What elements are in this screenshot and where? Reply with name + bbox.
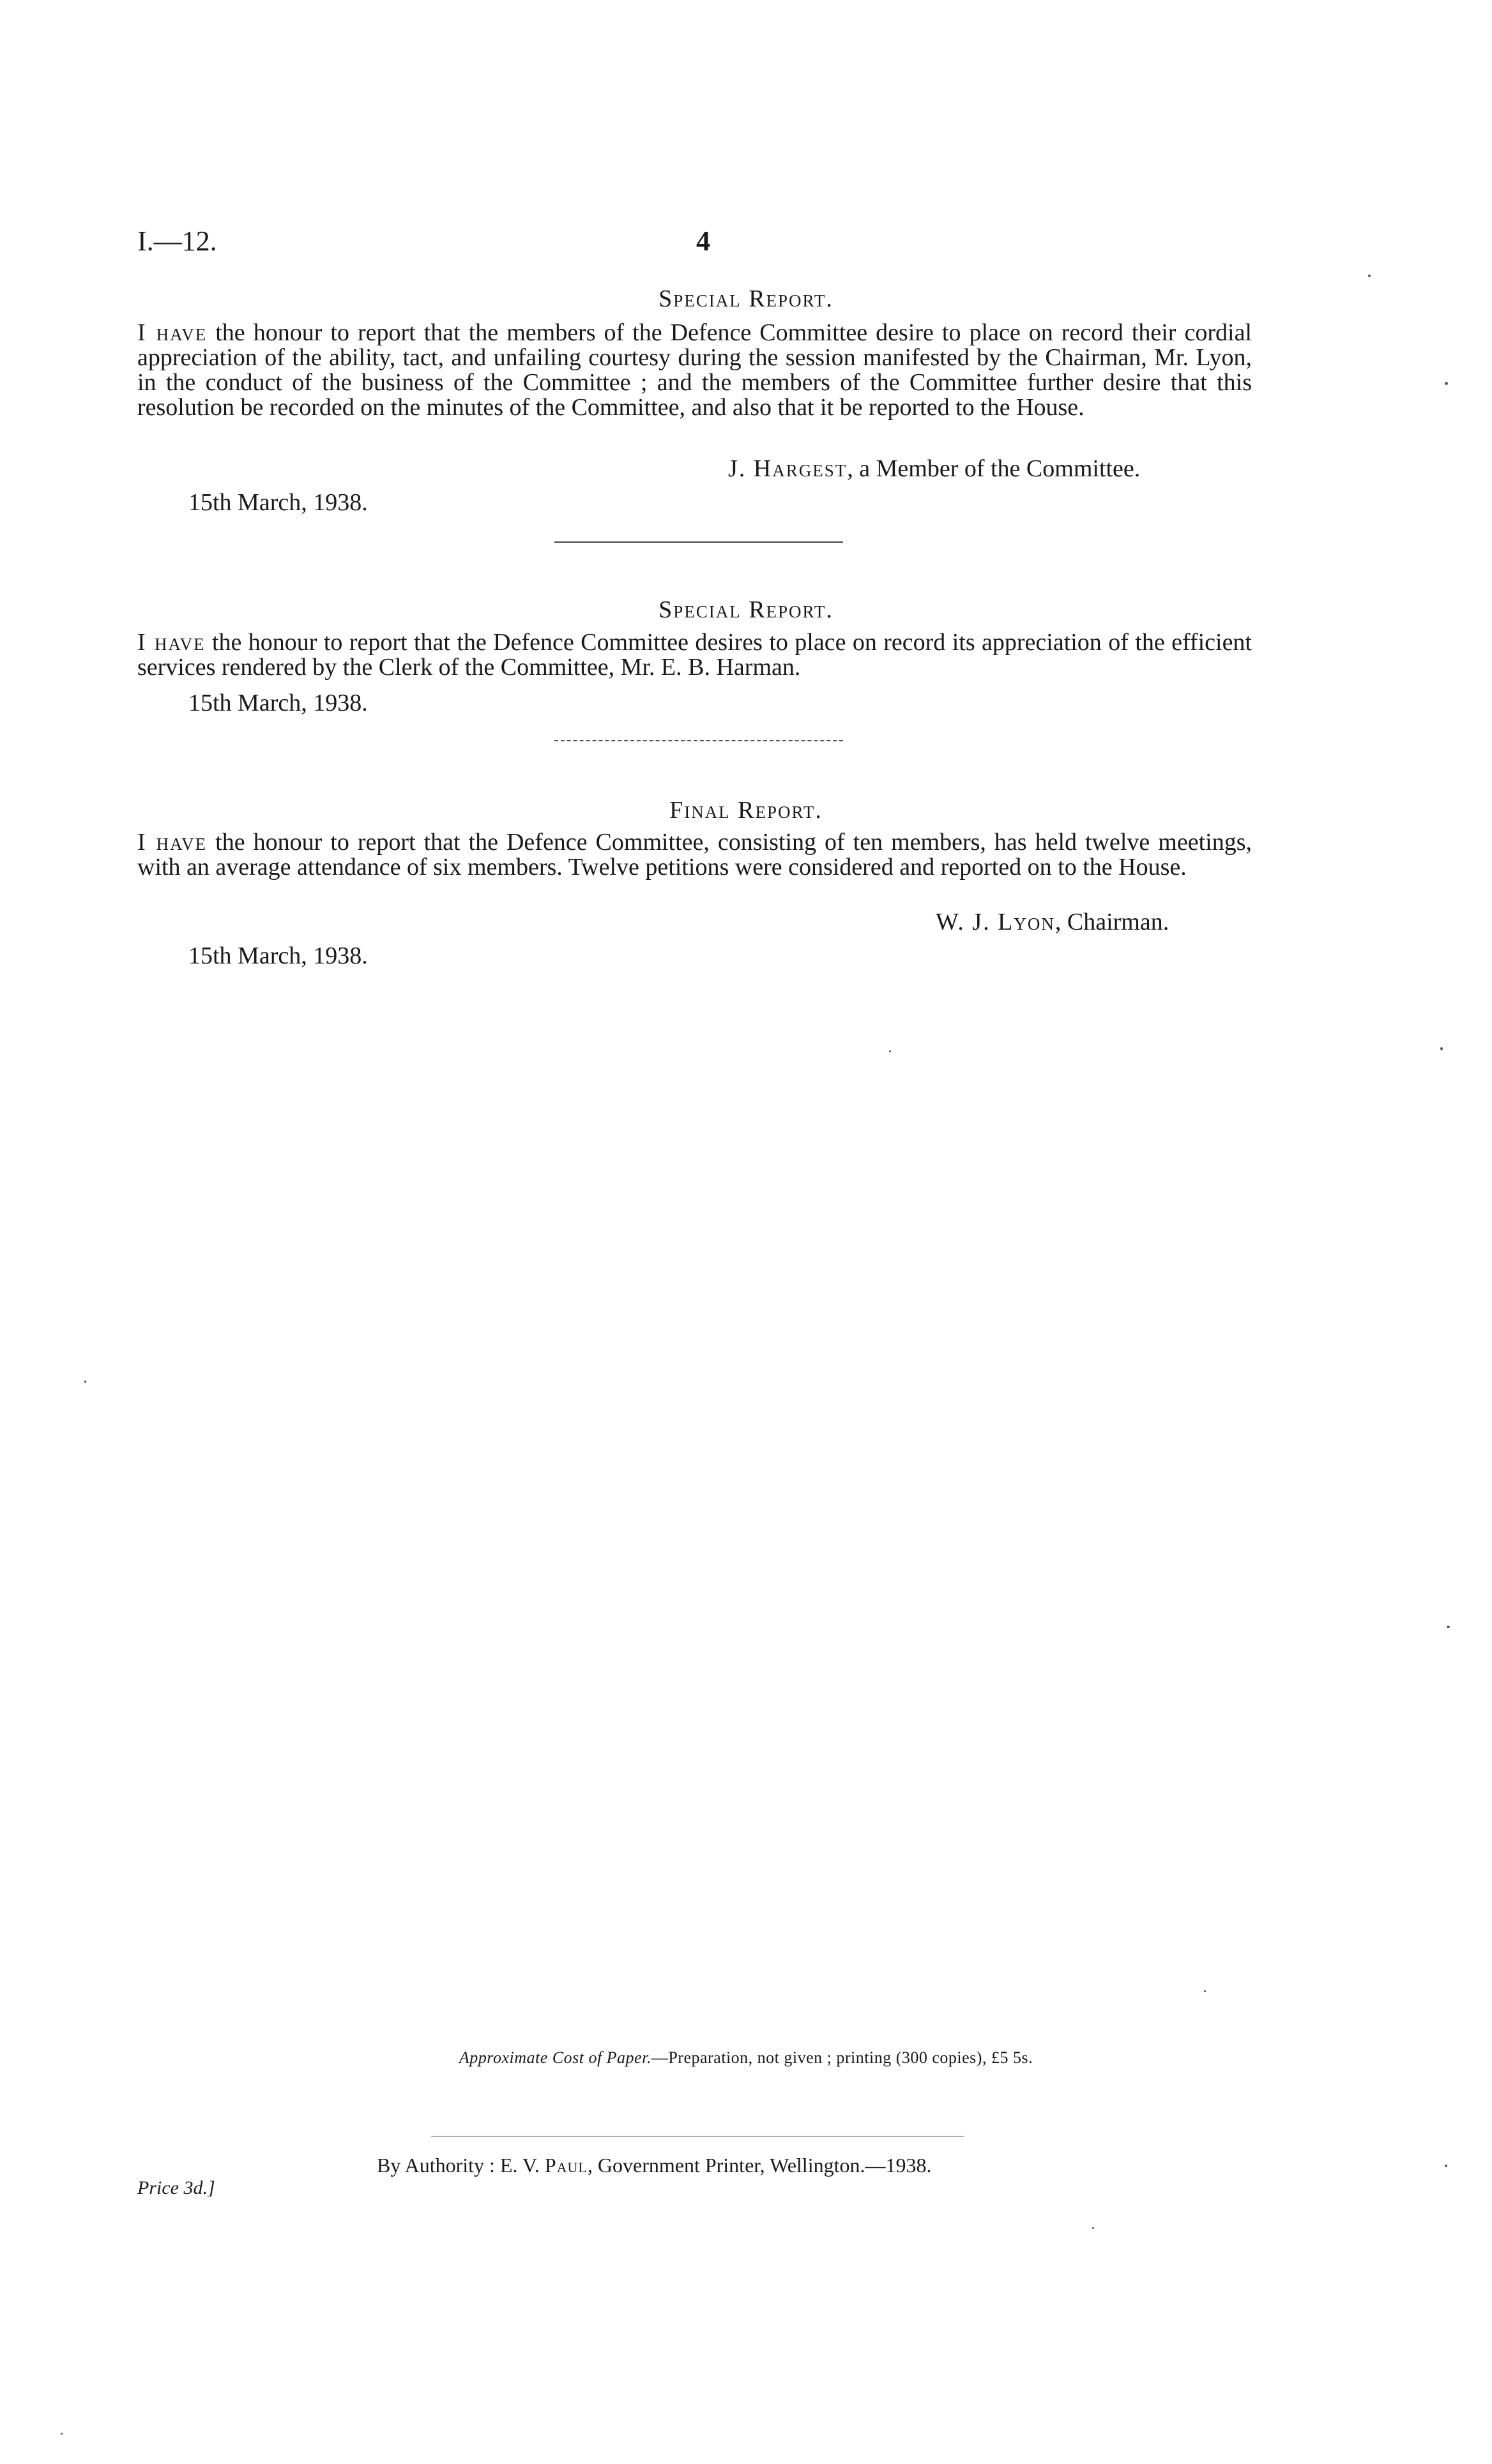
scan-speck xyxy=(84,1380,86,1383)
report3-signatory-name: W. J. Lyon xyxy=(936,909,1055,935)
scan-speck xyxy=(889,1050,891,1052)
report1-date: 15th March, 1938. xyxy=(188,489,368,516)
scan-speck xyxy=(1445,2165,1447,2167)
report3-body: the honour to report that the Defence Committee, consisting of ten members, has held twelve meetings, with an average attendance of six members. Twelve petitions were considered and reported on to the House. xyxy=(137,829,1252,881)
section-divider xyxy=(554,541,843,543)
cost-label: Approximate Cost of Paper. xyxy=(459,2048,651,2067)
scan-speck xyxy=(1204,1990,1206,1992)
report2-heading: Special Report. xyxy=(658,596,834,623)
page-code: I.—12. xyxy=(137,225,217,257)
scan-speck xyxy=(1092,2227,1094,2229)
report1-heading: Special Report. xyxy=(658,285,834,312)
scan-speck xyxy=(1445,382,1448,385)
page-number: 4 xyxy=(696,225,710,257)
report1-signatory-role: , a Member of the Committee. xyxy=(847,455,1141,482)
authority-prefix: By Authority : E. V. xyxy=(377,2154,545,2177)
scan-speck xyxy=(1440,1047,1443,1050)
report2-paragraph xyxy=(137,630,1252,680)
report3-heading: Final Report. xyxy=(669,797,823,824)
cost-text: —Preparation, not given ; printing (300 copies), £5 5s. xyxy=(651,2048,1033,2067)
report3-signatory-role: , Chairman. xyxy=(1054,909,1169,935)
price-label: Price 3d.] xyxy=(137,2177,215,2198)
scan-speck xyxy=(1368,275,1371,277)
report2-lead: I have xyxy=(137,629,206,656)
report2-date: 15th March, 1938. xyxy=(188,690,368,716)
report2-body: the honour to report that the Defence Committee desires to place on record its appreciation of the efficient services rendered by the Clerk of the Committee, Mr. E. B. Harman. xyxy=(137,629,1252,681)
scan-speck xyxy=(61,2433,63,2435)
report1-lead: I have xyxy=(137,319,208,346)
report3-lead: I have xyxy=(137,829,208,856)
section-divider xyxy=(554,740,843,741)
authority-suffix: , Government Printer, Wellington.—1938. xyxy=(587,2154,932,2177)
scan-speck xyxy=(1447,1626,1450,1628)
report3-date: 15th March, 1938. xyxy=(188,942,368,969)
report1-paragraph xyxy=(137,321,1252,420)
authority-name: Paul xyxy=(544,2154,588,2177)
report1-signatory-name: J. Hargest xyxy=(728,455,848,482)
cost-of-paper xyxy=(0,2048,1492,2067)
printer-authority xyxy=(377,2154,931,2177)
report3-signature xyxy=(936,908,1169,936)
report3-paragraph xyxy=(137,830,1252,880)
report1-body: the honour to report that the members of the Defence Committee desire to place on record their cordial appreciation of the ability, tact, and unfailing courtesy during the session manifested by the Chairman, Mr. Lyon, in the conduct of the business of the Committee ; and the members of the Committee further desire that this resolution be recorded on the minutes of the Committee, and also that it be reported to the House. xyxy=(137,319,1252,421)
report1-signature xyxy=(728,455,1140,483)
